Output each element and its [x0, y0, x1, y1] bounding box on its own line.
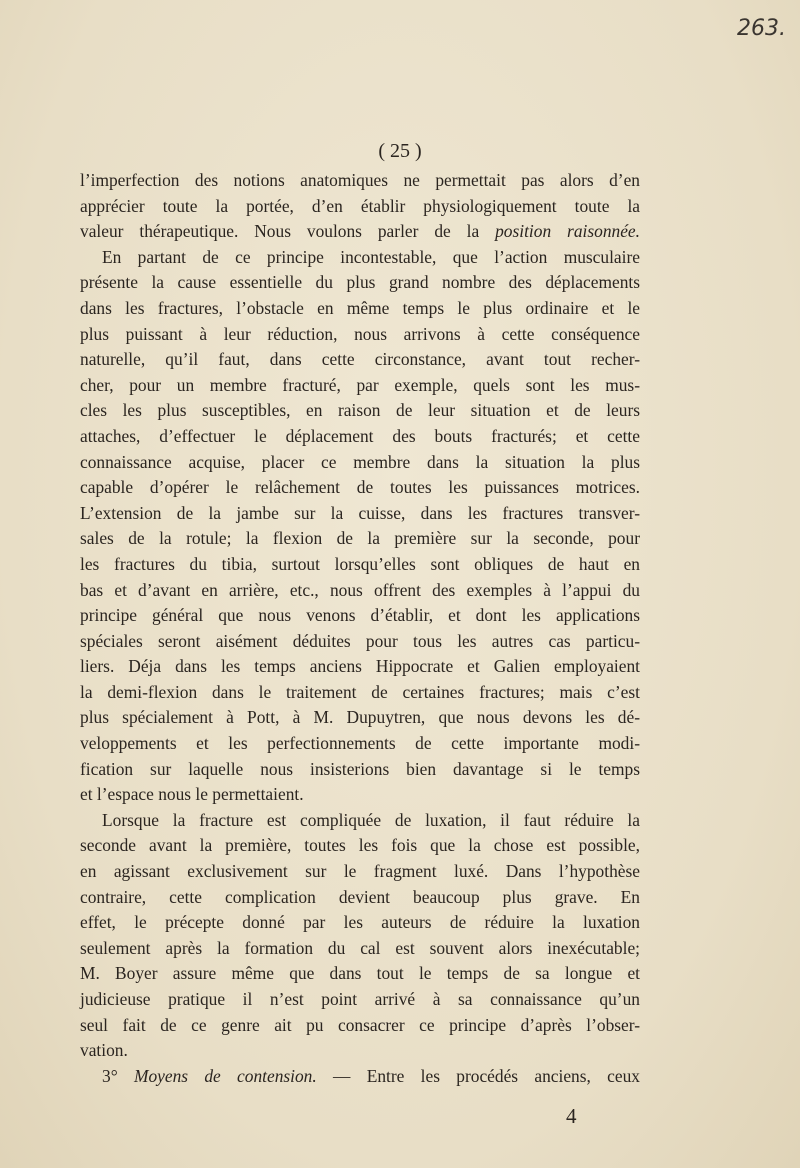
text-line: judicieuse pratique il n’est point arrivé à sa connaissance qu’un: [80, 989, 640, 1009]
text-line: liers. Déja dans les temps anciens Hippocrate et Galien employaient: [80, 656, 640, 677]
text-line: principe général que nous venons d’établir, et dont les applications: [80, 605, 640, 626]
italic-term: position raisonnée.: [495, 221, 640, 242]
text-line: attaches, d’effectuer le déplacement des bouts fracturés; et cette: [80, 425, 640, 446]
text-line: apprécier toute la portée, d’en établir physiologiquement toute la: [80, 195, 640, 216]
text-line: contraire, cette complication devient beaucoup plus grave. En: [80, 886, 640, 907]
section-heading: Moyens de contension.: [133, 1065, 317, 1086]
text-line: cles les plus susceptibles, en raison de leur situation et de leurs: [80, 400, 640, 421]
text-line: veloppements et les perfectionnements de cette importante modi-: [80, 733, 640, 754]
section-heading-line: 3° Moyens de contension. — Entre les procédés anciens, ceux: [102, 1065, 640, 1086]
text-line: spéciales seront aisément déduites pour tous les autres cas particu-: [80, 630, 640, 651]
text-line: la demi-flexion dans le traitement de certaines fractures; mais c’est: [80, 681, 640, 702]
signature-mark: 4: [566, 1104, 577, 1128]
text-line: capable d’opérer le relâchement de toutes les puissances motrices.: [80, 477, 640, 498]
text-line: naturelle, qu’il faut, dans cette circonstance, avant tout recher-: [80, 349, 640, 370]
folio-number: 263.: [737, 16, 786, 41]
text-line: M. Boyer assure même que dans tout le temps de sa longue et: [80, 963, 640, 984]
paragraph-start: Lorsque la fracture est compliquée de luxation, il faut réduire la: [102, 809, 640, 830]
page-number: ( 25 ): [378, 140, 422, 162]
text-line: dans les fractures, l’obstacle en même temps le plus ordinaire et le: [80, 297, 640, 318]
text-line: cher, pour un membre fracturé, par exemple, quels sont les mus-: [80, 374, 640, 395]
body-text: [80, 168, 640, 1089]
text-line: l’imperfection des notions anatomiques ne permettait pas alors d’en: [80, 170, 640, 190]
text-line: plus spécialement à Pott, à M. Dupuytren, que nous devons les dé-: [80, 707, 640, 728]
text-line: les fractures du tibia, surtout lorsqu’elles sont obliques de haut en: [80, 553, 640, 574]
text-line: L’extension de la jambe sur la cuisse, dans les fractures transver-: [80, 502, 640, 523]
text-line: plus puissant à leur réduction, nous arrivons à cette conséquence: [80, 323, 640, 344]
paragraph-end: et l’espace nous le permettaient.: [80, 784, 304, 805]
text-line: seulement après la formation du cal est souvent alors inexécutable;: [80, 937, 640, 958]
text-line: connaissance acquise, placer ce membre dans la situation la plus: [80, 451, 640, 472]
text-line: bas et d’avant en arrière, etc., nous offrent des exemples à l’appui du: [80, 579, 640, 600]
paragraph-end: vation.: [80, 1040, 128, 1061]
text-line: fication sur laquelle nous insisterions bien davantage si le temps: [80, 758, 640, 779]
text-line: effet, le précepte donné par les auteurs de réduire la luxation: [80, 912, 640, 933]
text-line: seconde avant la première, toutes les fois que la chose est possible,: [80, 835, 640, 856]
text-line: seul fait de ce genre ait pu consacrer ce principe d’après l’obser-: [80, 1014, 640, 1035]
text-line: sales de la rotule; la flexion de la première sur la seconde, pour: [80, 528, 640, 549]
text-line: en agissant exclusivement sur le fragment luxé. Dans l’hypothèse: [80, 861, 640, 882]
paragraph-start: En partant de ce principe incontestable, que l’action musculaire: [102, 246, 640, 267]
text-line: présente la cause essentielle du plus grand nombre des déplacements: [80, 272, 640, 293]
text-line: valeur thérapeutique. Nous voulons parler de la position raisonnée.: [80, 221, 640, 242]
